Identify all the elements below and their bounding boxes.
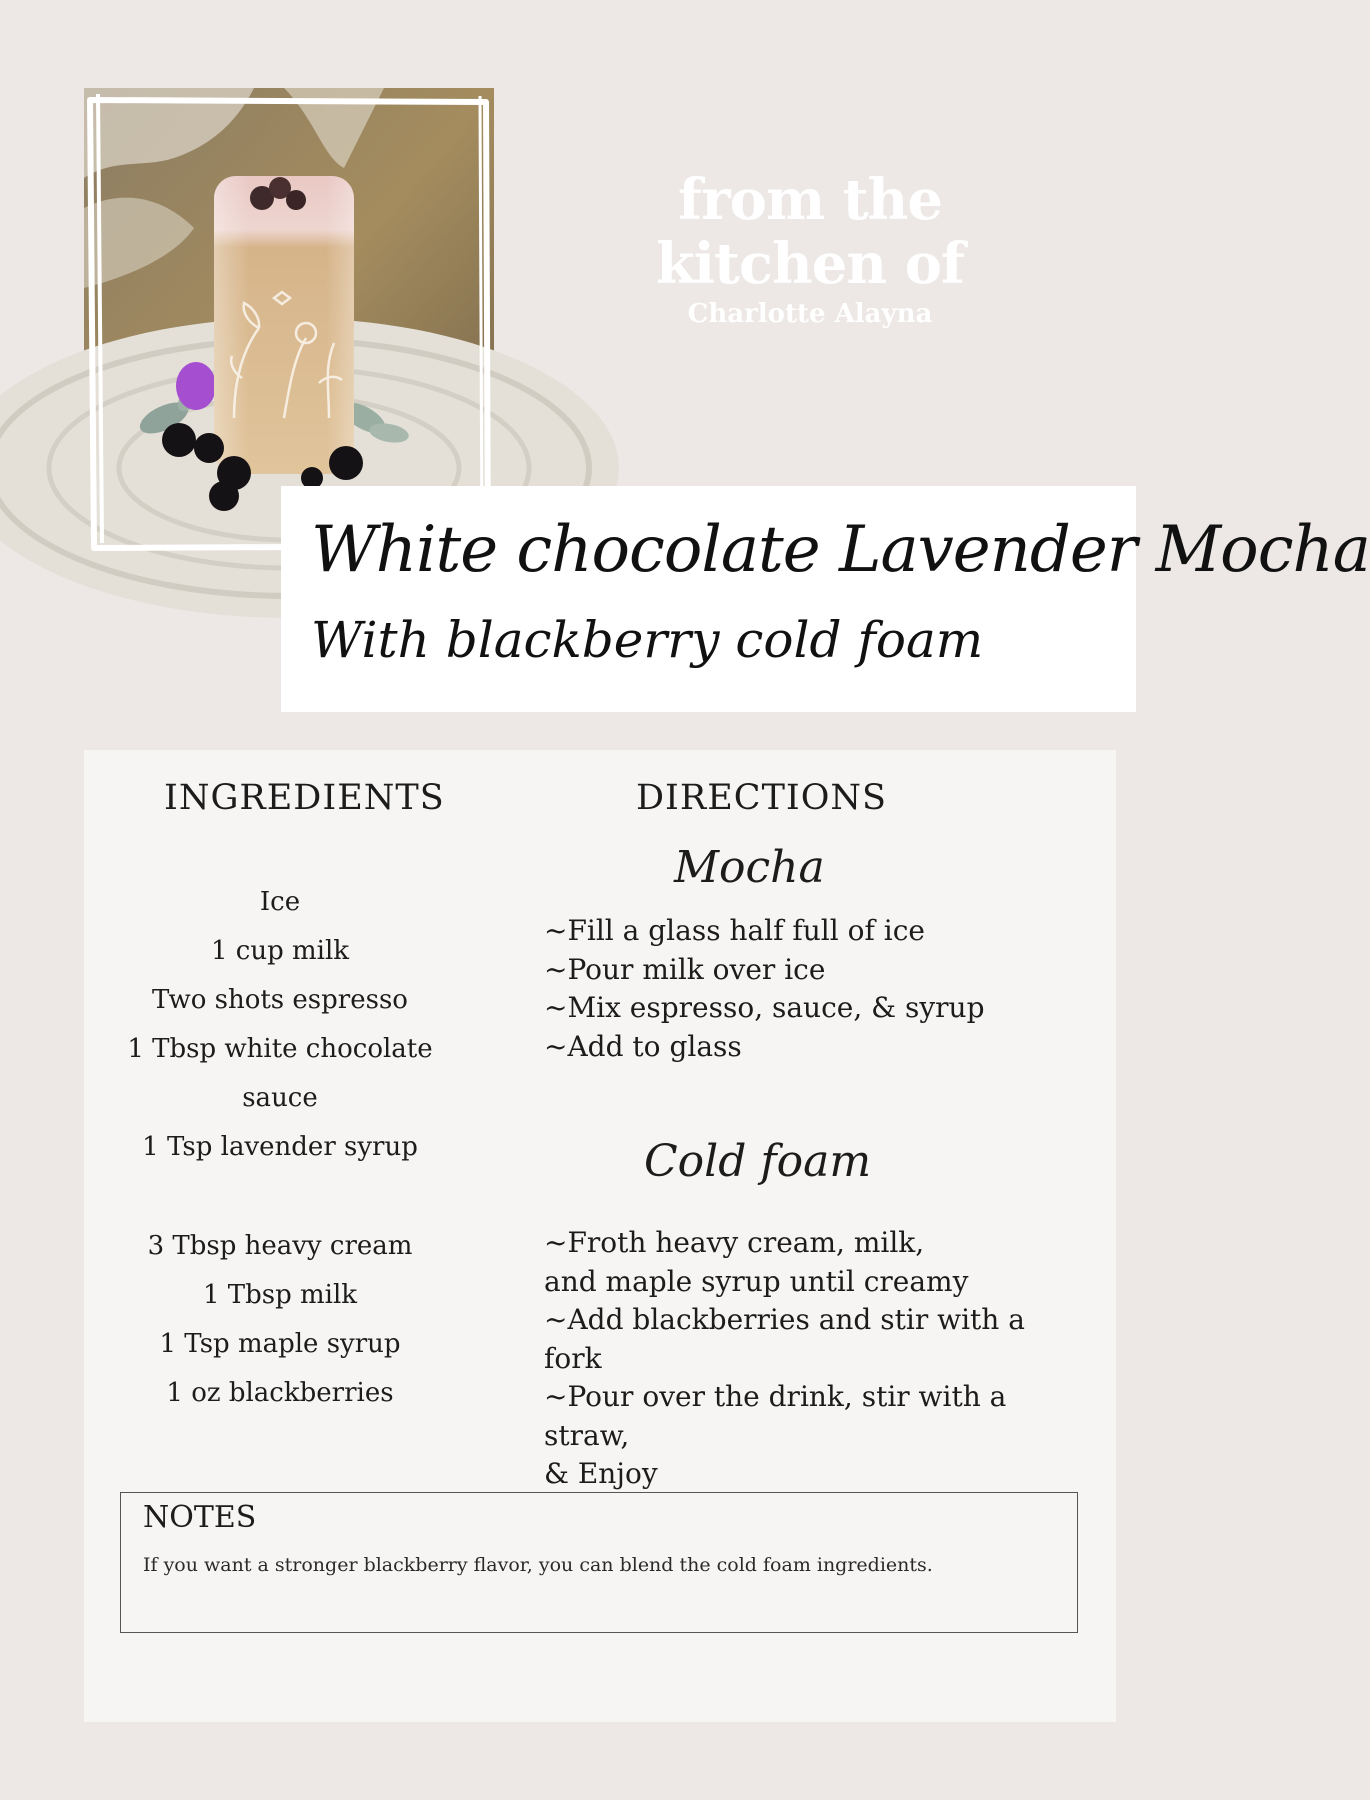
cold-foam-directions-list bbox=[544, 1224, 1084, 1494]
brand-line-from-the: from the bbox=[678, 167, 942, 233]
direction-step: ~Pour over the drink, stir with a straw, bbox=[544, 1380, 1007, 1452]
ingredients-list-cold-foam bbox=[124, 1222, 436, 1418]
directions-heading: DIRECTIONS bbox=[636, 778, 888, 818]
brand-author-name: Charlotte Alayna bbox=[687, 299, 933, 329]
notes-box bbox=[120, 1492, 1078, 1633]
brand-logo bbox=[640, 168, 980, 330]
brand-line-kitchen-of: kitchen of bbox=[655, 231, 965, 297]
direction-step: ~Froth heavy cream, milk, bbox=[544, 1226, 925, 1259]
ingredients-heading: INGREDIENTS bbox=[164, 778, 445, 818]
title-card bbox=[281, 486, 1370, 712]
ingredient-item: 1 Tbsp white chocolate bbox=[127, 1034, 433, 1064]
ingredient-item: 1 Tsp maple syrup bbox=[159, 1329, 401, 1359]
mocha-section-label: Mocha bbox=[674, 842, 825, 893]
ingredient-item: 1 Tbsp milk bbox=[202, 1280, 358, 1310]
direction-step: ~Add blackberries and stir with a fork bbox=[544, 1303, 1025, 1375]
direction-step: ~Fill a glass half full of ice bbox=[544, 914, 925, 947]
ingredient-item: 1 Tsp lavender syrup bbox=[142, 1132, 418, 1162]
direction-step: ~Add to glass bbox=[544, 1029, 742, 1063]
ingredients-list-mocha bbox=[124, 878, 436, 1172]
mocha-directions-list bbox=[544, 912, 1084, 1066]
ingredient-item: 1 oz blackberries bbox=[166, 1378, 394, 1408]
recipe-title: White chocolate Lavender Mocha bbox=[311, 513, 1370, 587]
drink-photo bbox=[84, 88, 494, 555]
direction-step: ~Mix espresso, sauce, & syrup bbox=[544, 991, 985, 1024]
ingredient-item: 3 Tbsp heavy cream bbox=[147, 1231, 413, 1261]
ingredient-item: Ice bbox=[259, 887, 301, 917]
direction-step: and maple syrup until creamy bbox=[544, 1264, 969, 1298]
notes-heading: NOTES bbox=[143, 1500, 257, 1535]
ingredient-item: sauce bbox=[242, 1083, 318, 1113]
ingredient-item: Two shots espresso bbox=[152, 985, 408, 1015]
cold-foam-section-label: Cold foam bbox=[644, 1136, 872, 1187]
ingredient-item: 1 cup milk bbox=[210, 936, 350, 966]
recipe-card bbox=[84, 750, 1116, 1722]
direction-step: & Enjoy bbox=[544, 1457, 658, 1490]
direction-step: ~Pour milk over ice bbox=[544, 952, 826, 986]
notes-text: If you want a stronger blackberry flavor, you can blend the cold foam ingredients. bbox=[143, 1554, 933, 1576]
recipe-subtitle: With blackberry cold foam bbox=[311, 611, 984, 669]
